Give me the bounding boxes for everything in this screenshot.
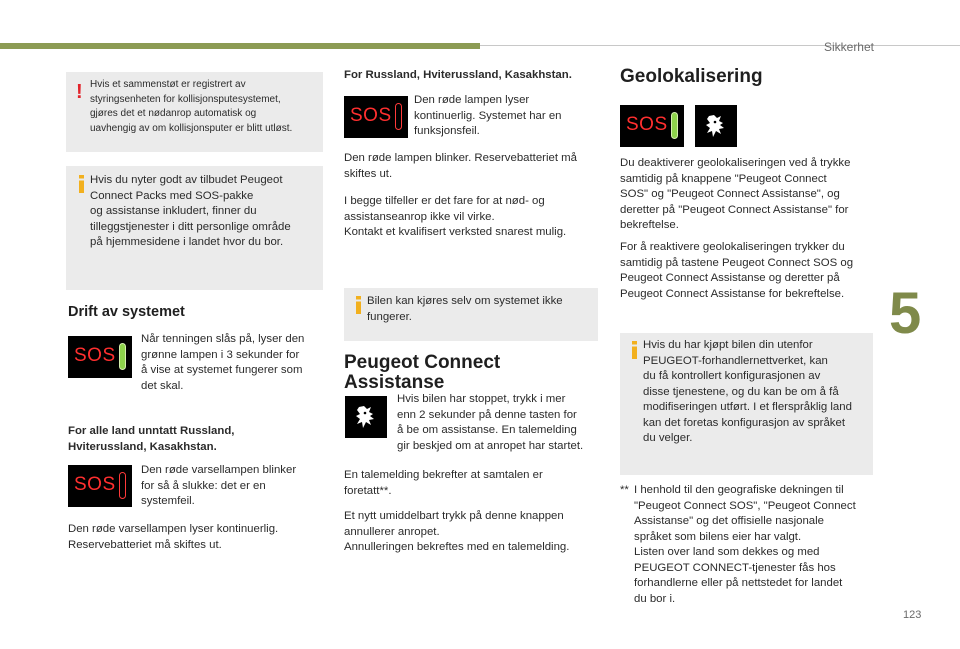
- green-lamp-text: Når tenningen slås på, lyser den grønne lampen i 3 sekunder for å vise at systemet fungerer som det skal.: [141, 333, 305, 392]
- red-lamp-text-2: Den røde lampen lyser kontinuerlig. Systemet har en funksjonsfeil.: [414, 94, 562, 137]
- both-cases-text: I begge tilfeller er det fare for at nød- og assistanseanrop ikke vil virke. Kontakt et kvalifisert verksted snarest mulig.: [344, 195, 567, 238]
- sos-label: SOS: [74, 345, 116, 366]
- deactivate-text: Du deaktiverer geolokaliseringen ved å trykke samtidig på knappene "Peugeot Connect SOS" og "Peugeot Connect Assistanse", og deretter på "Peugeot Connect Assistanse" for bekreftelse.: [620, 157, 851, 231]
- info-text-2: Bilen kan kjøres selv om systemet ikke fungerer.: [367, 295, 563, 323]
- info-box-1: [66, 166, 323, 290]
- info-icon: [628, 341, 642, 359]
- green-led-icon: [119, 343, 126, 370]
- red-lamp-text-1: Den røde varsellampen blinker for så å slukke: det er en systemfeil.: [141, 464, 297, 507]
- footnote-mark: **: [620, 484, 629, 496]
- red-continuous-text: Den røde varsellampen lyser kontinuerlig. Reservebatteriet må skiftes ut.: [68, 523, 279, 551]
- info-box-2: [344, 288, 598, 341]
- sos-button-geo: [620, 105, 684, 147]
- footnote-text: I henhold til den geografiske dekningen til "Peugeot Connect SOS", "Peugeot Connect Assistanse" og det offisielle nasjonale språket som bilens eier har valgt. Listen over land som dekkes og med PEUGEOT CONNECT-tjenester fås hos forhandlerne eller på nettstedet for landet du bor i.: [634, 484, 856, 605]
- sos-label: SOS: [626, 114, 668, 135]
- assistance-button-geo: [695, 105, 737, 147]
- info-box-3: [620, 333, 873, 475]
- sos-button-green: [68, 336, 132, 378]
- info-text-1: Hvis du nyter godt av tilbudet Peugeot Connect Packs med SOS-pakke og assistanse inkludert, finner du tilleggstjenester i ditt personlige område på hjemmesidene i landet hvor du bor.: [90, 174, 291, 248]
- sos-label: SOS: [74, 474, 116, 495]
- page-number: 123: [903, 609, 922, 621]
- info-icon: [75, 175, 89, 193]
- warning-box: [66, 72, 323, 152]
- info-icon: [352, 296, 366, 314]
- warning-text: Hvis et sammenstøt er registrert av styringsenheten for kollisjonsputesystemet, gjøres det et nødanrop automatisk og uavhengig av om kollisjonsputer er blitt utløst.: [90, 79, 293, 134]
- section-heading-geolocation: Geolokalisering: [620, 66, 763, 87]
- peugeot-lion-icon: [704, 113, 728, 139]
- confirm-text: En talemelding bekrefter at samtalen er foretatt**.: [344, 469, 543, 497]
- section-title: Sikkerhet: [823, 40, 874, 54]
- info-text-3: Hvis du har kjøpt bilen din utenfor PEUGEOT-forhandlernettverket, kan du få kontrollert konfigurasjonen av disse tjenestene, og du kan be om å få modifiseringen utført. I et flerspråklig land kan det foretas konfigurasjon av språket du velger.: [643, 339, 852, 444]
- countries-heading-1: For alle land unntatt Russland, Hviterussland, Kasakhstan.: [68, 425, 235, 453]
- header-divider: [480, 45, 960, 46]
- chapter-number: 5: [889, 281, 922, 346]
- peugeot-lion-icon: [354, 404, 378, 430]
- assist-text: Hvis bilen har stoppet, trykk i mer enn 2 sekunder på denne tasten for å be om assistanse. En talemelding gir beskjed om at anropet har startet.: [397, 393, 584, 452]
- sos-button-red-2: [344, 96, 408, 138]
- sos-button-red-1: [68, 465, 132, 507]
- exclamation-icon: !: [76, 81, 83, 103]
- countries-heading-2: For Russland, Hviterussland, Kasakhstan.: [344, 69, 572, 81]
- cancel-text: Et nytt umiddelbart trykk på denne knappen annullerer anropet. Annulleringen bekreftes med en talemelding.: [344, 510, 570, 553]
- sos-label: SOS: [350, 105, 392, 126]
- green-led-icon: [671, 112, 678, 139]
- assistance-button: [345, 396, 387, 438]
- reactivate-text: For å reaktivere geolokaliseringen trykker du samtidig på tastene Peugeot Connect SOS og Peugeot Connect Assistanse og deretter på Peugeot Connect Assistanse for bekreftelse.: [620, 241, 854, 300]
- section-heading-assistance: Peugeot Connect Assistanse: [344, 352, 501, 393]
- blink-text: Den røde lampen blinker. Reservebatteriet må skiftes ut.: [344, 152, 577, 180]
- header-accent-bar: [0, 43, 480, 49]
- section-heading-operation: Drift av systemet: [68, 304, 185, 320]
- red-led-icon: [395, 103, 402, 130]
- red-led-icon: [119, 472, 126, 499]
